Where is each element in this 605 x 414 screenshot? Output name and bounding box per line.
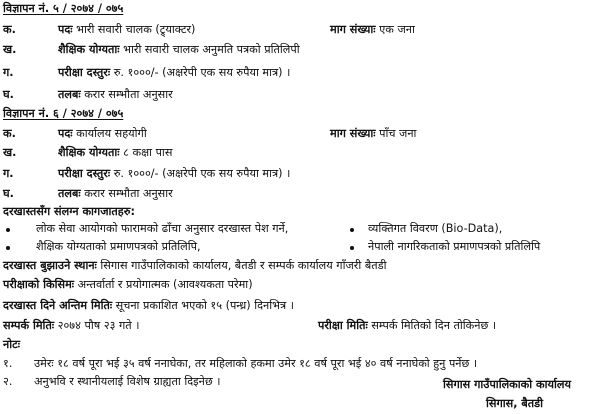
contact-date bbox=[3, 319, 139, 333]
exam-type bbox=[3, 278, 253, 292]
signature-office: सिगास गाउँपालिकाको कार्यालय bbox=[443, 378, 572, 391]
fee-value: रु. १०००/- (अक्षरेपी एक सय रुपैया मात्र) । bbox=[113, 66, 291, 79]
post-label: पदः bbox=[58, 127, 73, 140]
notice-1-salary bbox=[58, 88, 173, 102]
notice-2-key-ka: क. bbox=[3, 127, 16, 140]
salary-value: करार सम्भौता अनुसार bbox=[84, 187, 173, 200]
exam-date bbox=[318, 319, 496, 333]
qualification-value: ८ कक्षा पास bbox=[123, 146, 173, 159]
contact-date-label: सम्पर्क मितिः bbox=[3, 319, 55, 332]
qualification-value: भारी सवारी चालक अनुमति पत्रको प्रतिलिपी bbox=[123, 43, 300, 56]
notice-2-heading: विज्ञापन नं. ६ / २०७४ / ०७५ bbox=[3, 107, 124, 120]
submission-value: सिगास गाउँपालिकाको कार्यालय, बैतडी र सम्पर्क कार्यालय गाँजरी बैतडी bbox=[100, 259, 387, 272]
demand-label: माग संख्याः bbox=[330, 23, 376, 36]
notice-1-qualification bbox=[58, 43, 300, 57]
deadline-label: दरखास्त दिने अन्तिम मितिः bbox=[3, 299, 113, 312]
fee-label: परीक्षा दस्तुरः bbox=[58, 167, 111, 180]
notice-1-key-ka: क. bbox=[3, 23, 16, 36]
deadline-value: सूचना प्रकाशित भएको १५ (पन्ध्र) दिनभित्र । bbox=[115, 299, 294, 312]
deadline bbox=[3, 299, 294, 313]
notice-1-fee bbox=[58, 66, 290, 80]
bullet-icon bbox=[6, 228, 10, 232]
bullet-icon bbox=[350, 228, 354, 232]
notes-heading: नोटः bbox=[3, 338, 21, 351]
signature-place: सिगास, बैतडी bbox=[486, 397, 544, 410]
notice-1-heading: विज्ञापन नं. ५ / २०७४ / ०७५ bbox=[3, 2, 124, 15]
qualification-label: शैक्षिक योग्यताः bbox=[58, 146, 120, 159]
submission-place bbox=[3, 259, 386, 273]
fee-label: परीक्षा दस्तुरः bbox=[58, 66, 111, 79]
notice-1-key-kha: ख. bbox=[3, 43, 17, 56]
note-number: १. bbox=[3, 357, 13, 370]
notice-2-key-kha: ख. bbox=[3, 146, 17, 159]
document-item: लोक सेवा आयोगको फारामको ढाँचा अनुसार दरखास्त पेश गर्ने, bbox=[36, 222, 289, 235]
notice-1-demand bbox=[330, 23, 415, 37]
note-text: अनुभवि र स्थानीयलाई विशेष ग्राह्यता दिइनेछ । bbox=[34, 375, 221, 388]
notice-2-salary bbox=[58, 187, 173, 201]
post-value: भारी सवारी चालक (ट्र्याक्टर) bbox=[76, 23, 196, 36]
exam-type-label: परीक्षाको किसिमः bbox=[3, 278, 75, 291]
salary-value: करार सम्भौता अनुसार bbox=[84, 88, 173, 101]
bullet-icon bbox=[6, 246, 10, 250]
document-item: शैक्षिक योग्यताको प्रमाणपत्रको प्रतिलिपि, bbox=[36, 240, 201, 253]
post-value: कार्यालय सहयोगी bbox=[76, 127, 147, 140]
notice-2-key-gha: घ. bbox=[3, 187, 14, 200]
document-item: नेपाली नागरिकताको प्रमाणपत्रको प्रतिलिपि bbox=[368, 240, 541, 253]
contact-date-value: २०७४ पौष २३ गते । bbox=[57, 319, 140, 332]
notice-2-demand bbox=[330, 127, 416, 141]
post-label: पदः bbox=[58, 23, 73, 36]
fee-value: रु. १०००/- (अक्षरेपी एक सय रुपैया मात्र) । bbox=[113, 167, 291, 180]
salary-label: तलबः bbox=[58, 187, 81, 200]
documents-heading: दरखास्तसँग संलग्न कागजातहरु: bbox=[3, 205, 135, 218]
demand-label: माग संख्याः bbox=[330, 127, 376, 140]
notice-2-key-ga: ग. bbox=[3, 167, 14, 180]
qualification-label: शैक्षिक योग्यताः bbox=[58, 43, 120, 56]
bullet-icon bbox=[350, 246, 354, 250]
notice-1-key-ga: ग. bbox=[3, 66, 14, 79]
demand-value: एक जना bbox=[379, 23, 415, 36]
submission-label: दरखास्त बुझाउने स्थानः bbox=[3, 259, 97, 272]
note-number: २. bbox=[3, 375, 13, 388]
exam-date-value: सम्पर्क मितिको दिन तोकिनेछ । bbox=[371, 319, 497, 332]
document-item: व्यक्तिगत विवरण (Bio-Data), bbox=[368, 222, 503, 235]
demand-value: पाँच जना bbox=[379, 127, 417, 140]
notice-2-qualification bbox=[58, 146, 172, 160]
notice-1-post bbox=[58, 23, 195, 37]
note-text: उमेरः १८ वर्ष पूरा भई ३५ वर्ष ननाघेका, तर महिलाको हकमा उमेर १८ वर्ष पूरा भई ४० वर्ष ननाघेको हुनु पर्नेछ । bbox=[34, 357, 478, 370]
notice-1-key-gha: घ. bbox=[3, 88, 14, 101]
notice-2-fee bbox=[58, 167, 290, 181]
exam-type-value: अन्तर्वार्ता र प्रयोगात्मक (आवश्यकता परेमा) bbox=[77, 278, 253, 291]
notice-2-post bbox=[58, 127, 147, 141]
salary-label: तलबः bbox=[58, 88, 81, 101]
exam-date-label: परीक्षा मितिः bbox=[318, 319, 368, 332]
